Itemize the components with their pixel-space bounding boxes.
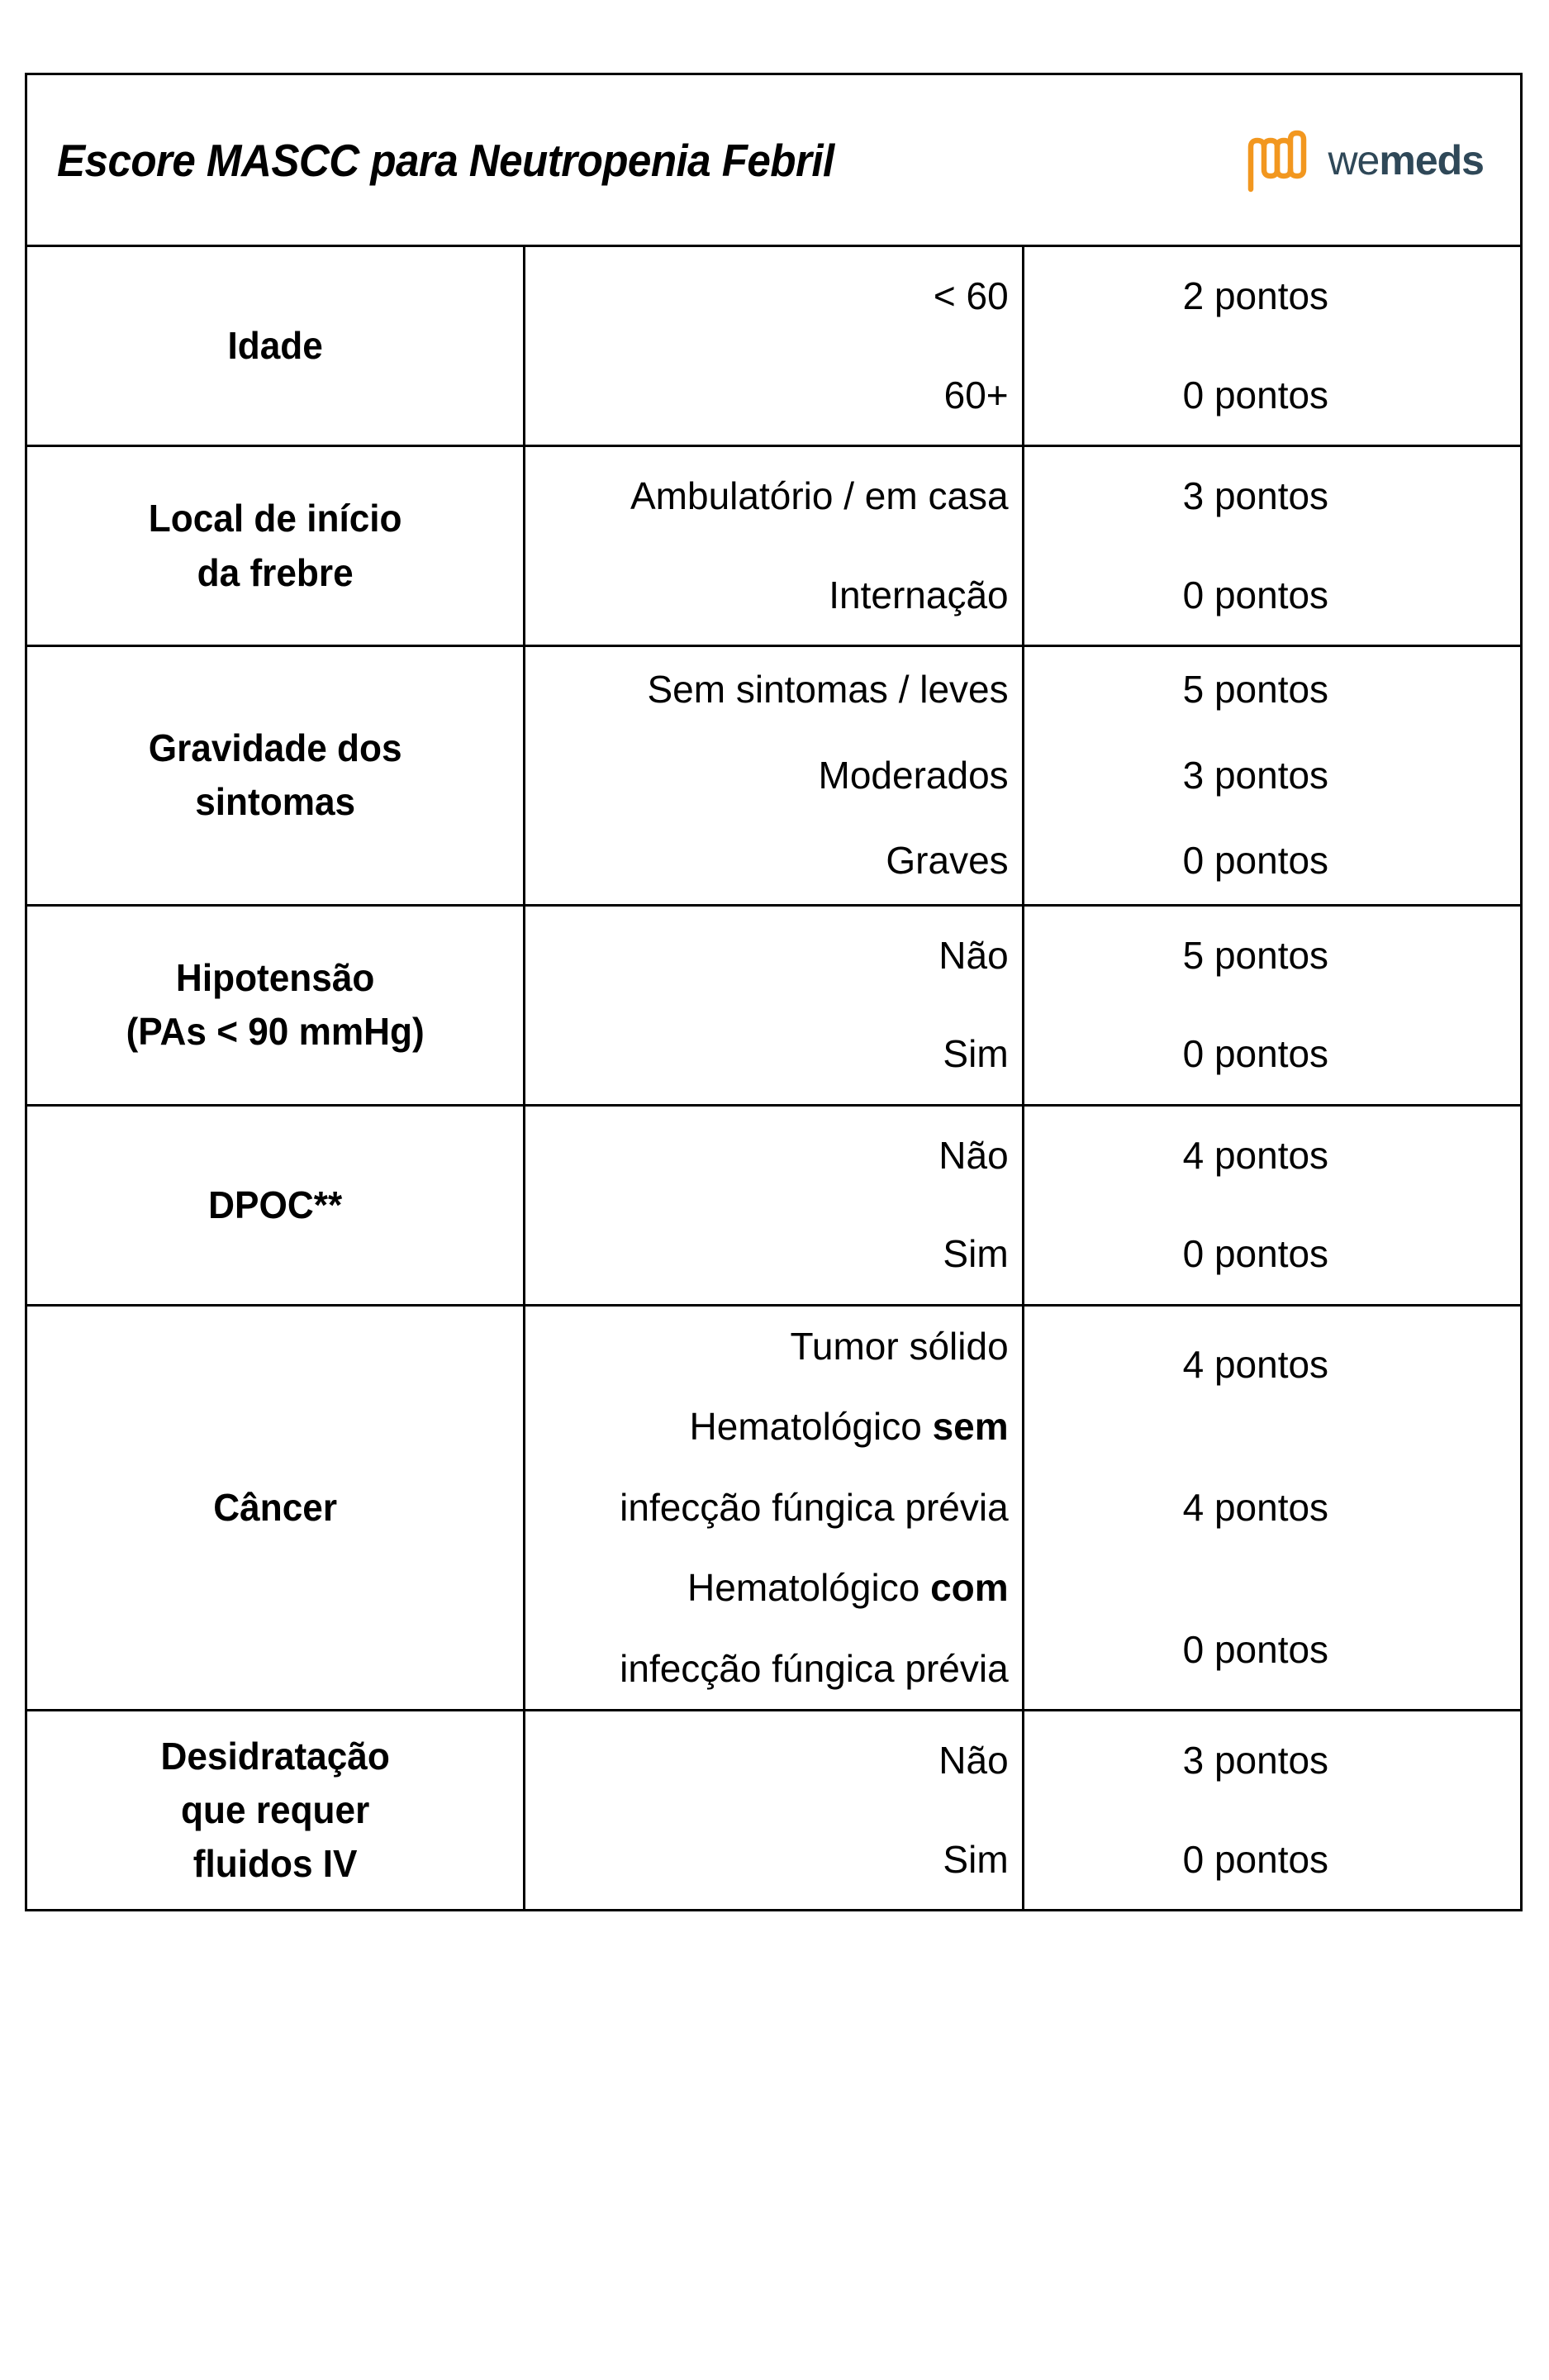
criterion-label-line: Gravidade dos (148, 726, 402, 770)
points-value: 0 pontos (1182, 573, 1329, 616)
wemeds-ribbon-logo-icon (1242, 128, 1313, 193)
criterion-label-line: fluidos IV (192, 1842, 358, 1886)
criterion-label (37, 943, 513, 1068)
points-value: 4 pontos (1182, 1485, 1329, 1529)
option-text: Hematológico (687, 1566, 931, 1610)
points-value: 0 pontos (1182, 1232, 1329, 1276)
option-item (525, 1548, 1021, 1629)
criterion-label (37, 483, 513, 608)
options-cell-desidratacao (525, 1711, 1023, 1911)
option-item: Graves (886, 839, 1009, 883)
points-cell-idade (1023, 246, 1521, 446)
points-value: 3 pontos (1182, 1739, 1329, 1783)
points-value: 4 pontos (1182, 1343, 1329, 1387)
option-item: Sim (943, 1232, 1009, 1276)
criterion-label-line: que requer (181, 1788, 370, 1832)
criterion-cell-desidratacao (26, 1711, 525, 1911)
options-cell-local-inicio-febre (525, 446, 1023, 646)
mascc-score-table (25, 73, 1523, 1911)
wordmark-we: we (1328, 136, 1380, 183)
criterion-label: Câncer (213, 1485, 338, 1529)
table-row (26, 446, 1522, 646)
points-value: 3 pontos (1182, 753, 1329, 797)
points-cell-dpoc (1023, 1105, 1521, 1305)
table-row (26, 1105, 1522, 1305)
option-item: Internação (829, 573, 1009, 616)
page-title: Escore MASCC para Neutropenia Febril (57, 134, 834, 186)
option-item: Sim (943, 1032, 1009, 1076)
table-row (26, 1305, 1522, 1711)
options-cell-hipotensao (525, 905, 1023, 1105)
criterion-label-line: sintomas (195, 780, 356, 824)
criterion-cell-cancer (26, 1305, 525, 1711)
option-item: infecção fúngica prévia (620, 1485, 1009, 1529)
option-item: Ambulatório / em casa (630, 474, 1009, 518)
points-cell-local-inicio-febre (1023, 446, 1521, 646)
points-cell-gravidade-sintomas (1023, 646, 1521, 906)
points-value: 5 pontos (1182, 933, 1329, 977)
criterion-cell-dpoc (26, 1105, 525, 1305)
points-value: 2 pontos (1182, 274, 1329, 317)
criterion-label: Idade (227, 323, 323, 367)
wordmark-meds: meds (1379, 136, 1484, 183)
criterion-label (37, 1721, 513, 1900)
points-cell-hipotensao (1023, 905, 1521, 1105)
option-item: Sim (943, 1837, 1009, 1881)
criterion-label: DPOC** (208, 1183, 343, 1226)
options-cell-dpoc (525, 1105, 1023, 1305)
option-item: Tumor sólido (790, 1324, 1009, 1368)
option-item: Moderados (818, 753, 1009, 797)
option-item: Não (938, 933, 1009, 977)
criterion-cell-hipotensao (26, 905, 525, 1105)
criterion-label-line: Local de início (148, 497, 402, 540)
option-item: Não (938, 1133, 1009, 1177)
points-value: 0 pontos (1182, 1628, 1329, 1672)
option-item: 60+ (943, 373, 1009, 416)
criterion-label-line: Desidratação (160, 1734, 390, 1778)
criterion-cell-gravidade-sintomas (26, 646, 525, 906)
points-cell-desidratacao (1023, 1711, 1521, 1911)
option-item: Não (938, 1739, 1009, 1783)
table-row (26, 1711, 1522, 1911)
wemeds-wordmark (1328, 136, 1484, 183)
table-row (26, 646, 1522, 906)
criterion-label-line: Hipotensão (175, 955, 375, 999)
points-value: 0 pontos (1182, 839, 1329, 883)
points-value: 4 pontos (1182, 1133, 1329, 1177)
criterion-cell-idade (26, 246, 525, 446)
criterion-label-line: (PAs < 90 mmHg) (126, 1010, 425, 1054)
criterion-label-line: da frebre (197, 550, 354, 594)
points-value: 3 pontos (1182, 474, 1329, 518)
option-item: Sem sintomas / leves (647, 668, 1009, 712)
option-item: infecção fúngica prévia (620, 1646, 1009, 1690)
points-value: 0 pontos (1182, 1032, 1329, 1076)
option-item (525, 1387, 1021, 1468)
options-cell-cancer (525, 1305, 1023, 1711)
criterion-cell-local-inicio-febre (26, 446, 525, 646)
option-emphasis: sem (932, 1405, 1009, 1449)
options-cell-idade (525, 246, 1023, 446)
wemeds-logo (1242, 128, 1484, 193)
points-cell-cancer (1023, 1305, 1521, 1711)
points-value: 5 pontos (1182, 668, 1329, 712)
option-text: Hematológico (689, 1405, 933, 1449)
table-row (26, 246, 1522, 446)
option-emphasis: com (930, 1566, 1009, 1610)
points-value: 0 pontos (1182, 373, 1329, 416)
criterion-label (37, 713, 513, 838)
header-cell (26, 74, 1522, 246)
table-row (26, 905, 1522, 1105)
table-header-row (26, 74, 1522, 246)
points-value: 0 pontos (1182, 1837, 1329, 1881)
options-cell-gravidade-sintomas (525, 646, 1023, 906)
option-item: < 60 (933, 274, 1009, 317)
